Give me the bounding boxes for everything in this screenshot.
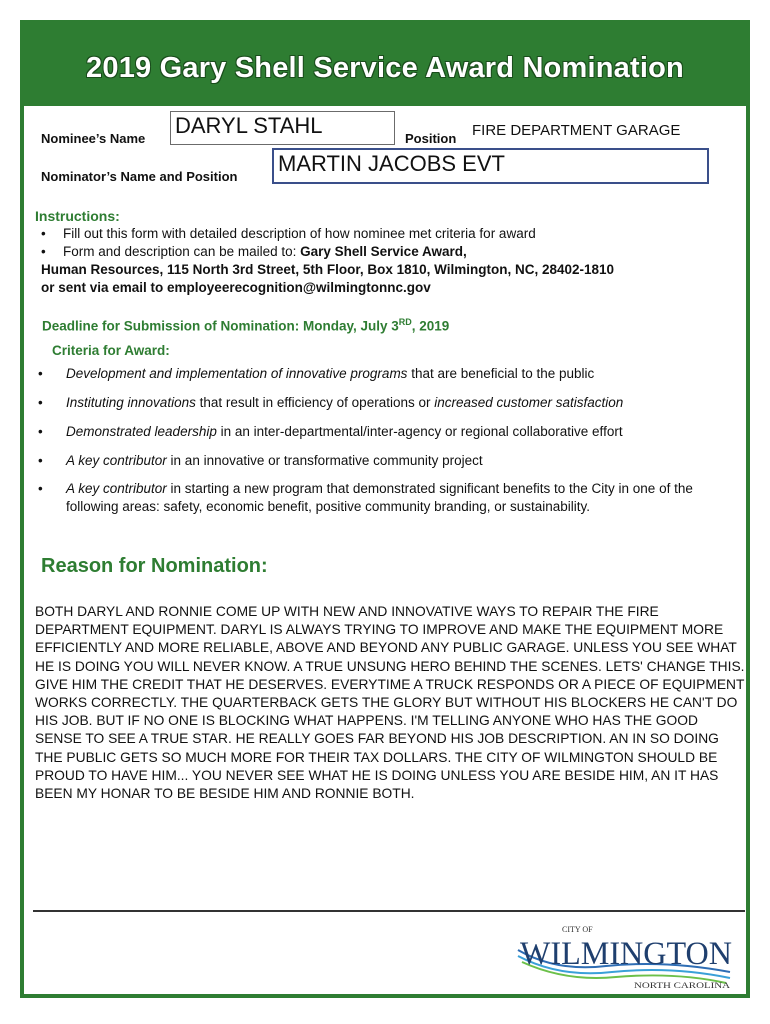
- page-title: 2019 Gary Shell Service Award Nomination: [86, 52, 684, 84]
- city-of-wilmington-logo: [516, 920, 736, 992]
- criteria-item: • A key contributor in an innovative or transformative community project: [38, 453, 483, 468]
- instructions-title: Instructions:: [35, 208, 120, 224]
- instruction-item: • Form and description can be mailed to: Gary Shell Service Award,: [41, 244, 467, 259]
- instruction-item: • Fill out this form with detailed description of how nominee met criteria for award: [41, 226, 536, 241]
- logo-main-text: WILMINGTON: [520, 936, 733, 972]
- logo-top-text: CITY OF: [562, 925, 593, 934]
- email-instruction: or sent via email to employeerecognition@wilmingtonnc.gov: [41, 280, 431, 295]
- nominator-field[interactable]: [272, 148, 709, 184]
- criteria-item: • Development and implementation of innovative programs that are beneficial to the public: [38, 366, 595, 381]
- header-banner: [24, 24, 746, 106]
- reason-text-field[interactable]: BOTH DARYL AND RONNIE COME UP WITH NEW AND INNOVATIVE WAYS TO REPAIR THE FIRE DEPARTMENT EQUIPMENT. DARYL IS ALWAYS TRYING TO IMPROVE AND MAKE THE EQUIPMENT MORE EFFICIENTLY AND MORE RELIABLE, ABOVE AND BEYOND ANY PUBLIC GARAGE. UNLESS YOU SEE WHAT HE IS DOING YOU WILL NEVER KNOW. A TRUE UNSUNG HERO BEHIND THE SCENES. LETS' CHANGE THIS. GIVE HIM THE CREDIT THAT HE DESERVES. EVERYTIME A TRUCK RESPONDS OR A PIECE OF EQUIPMENT WORKS CORRECTLY. THE QUARTERBACK GETS THE GLORY BUT WITHOUT HIS BLOCKERS HE CAN'T DO HIS JOB. BUT IF NO ONE IS BLOCKING WHAT HAPPENS. I'M TELLING ANYONE WHO HAS THE GOOD SENSE TO SEE A TRUE STAR. HE REALLY GOES FAR BEYOND HIS JOB DESCRIPTION. AN IN SO DOING THE PUBLIC GETS SO MUCH MORE FOR THEIR TAX DOLLARS. THE CITY OF WILMINGTON SHOULD BE PROUD TO HAVE HIM... YOU NEVER SEE WHAT HE IS DOING UNLESS YOU ARE BESIDE HIM, AN IT HAS BEEN MY HONAR TO BE BESIDE HIM AND RONNIE BOTH.: [35, 604, 745, 802]
- nominator-label: Nominator’s Name and Position: [41, 169, 238, 184]
- position-field[interactable]: FIRE DEPARTMENT GARAGE: [472, 122, 681, 139]
- mailing-address: Human Resources, 115 North 3rd Street, 5th Floor, Box 1810, Wilmington, NC, 28402-1810: [41, 262, 615, 277]
- criteria-item: • A key contributor in starting a new program that demonstrated significant benefits to the City in one of the following areas: safety, economic benefit, positive community branding, or sustainability.: [38, 481, 693, 514]
- reason-title: Reason for Nomination:: [41, 555, 268, 577]
- criteria-item: • Instituting innovations that result in efficiency of operations or increased customer satisfaction: [38, 395, 624, 410]
- nomination-form: [20, 20, 750, 998]
- nominator-value: MARTIN JACOBS EVT: [278, 151, 505, 176]
- logo-sub-text: NORTH CAROLINA: [634, 980, 732, 990]
- divider: [33, 910, 745, 912]
- criteria-title: Criteria for Award:: [52, 343, 170, 358]
- position-label: Position: [405, 131, 457, 146]
- deadline-text: Deadline for Submission of Nomination: Monday, July 3RD, 2019: [42, 317, 450, 334]
- nominee-name-value: DARYL STAHL: [175, 113, 323, 138]
- criteria-item: • Demonstrated leadership in an inter-departmental/inter-agency or regional collaborative effort: [38, 424, 623, 439]
- nominee-name-field[interactable]: [170, 111, 395, 145]
- nominee-name-label: Nominee’s Name: [41, 131, 146, 146]
